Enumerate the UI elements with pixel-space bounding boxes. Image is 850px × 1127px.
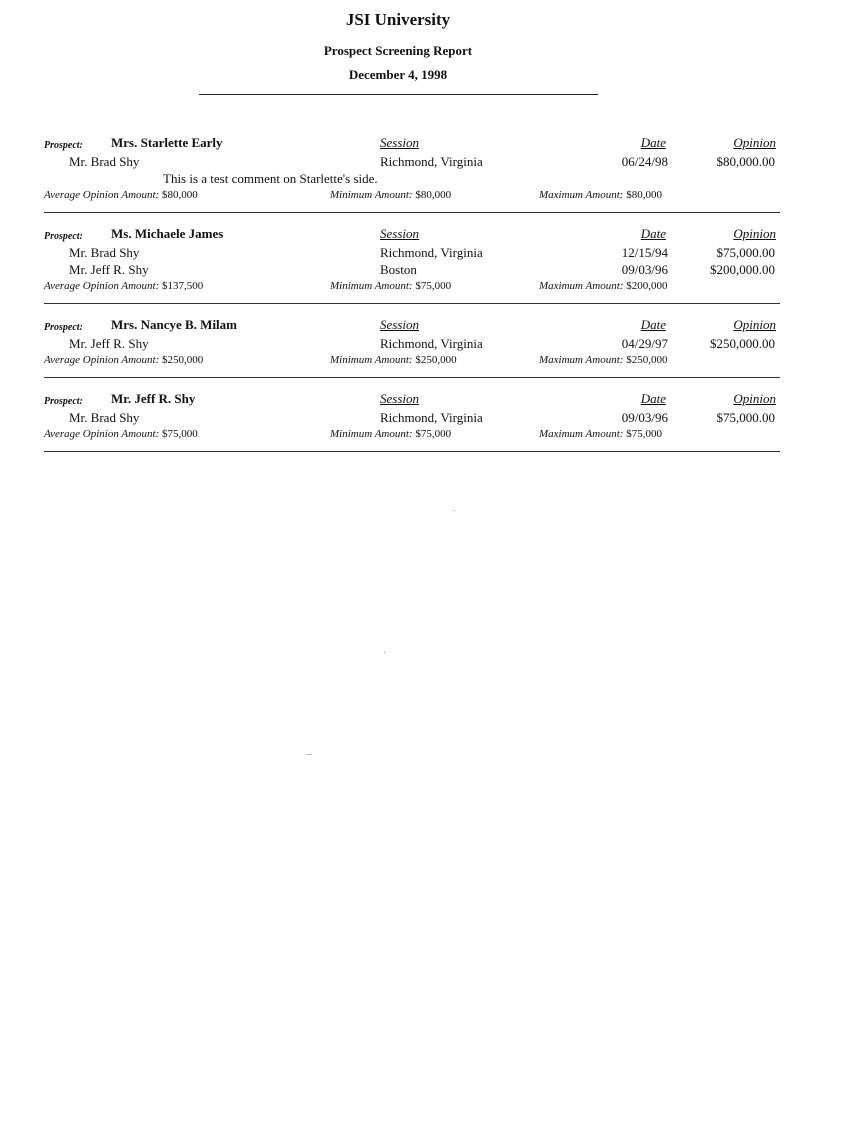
solicitor-name: Mr. Jeff R. Shy — [69, 262, 149, 277]
session-column-header: Session — [380, 391, 419, 406]
report-body — [44, 134, 780, 464]
session-location: Boston — [380, 262, 417, 277]
minimum-amount — [330, 278, 451, 294]
maximum-amount — [539, 187, 662, 203]
average-amount — [44, 187, 198, 203]
summary-row — [44, 187, 780, 203]
minimum-amount — [330, 187, 451, 203]
maximum-label: Maximum Amount: — [539, 354, 624, 366]
prospect-name: Mrs. Nancye B. Milam — [111, 317, 238, 332]
average-value: $137,500 — [162, 280, 204, 292]
date-column-header: Date — [640, 317, 666, 332]
prospect-section — [44, 134, 780, 213]
opinion-amount: $75,000.00 — [716, 410, 775, 425]
opinion-column-header: Opinion — [733, 226, 776, 241]
average-amount — [44, 426, 198, 442]
maximum-value: $200,000 — [626, 280, 668, 292]
summary-row — [44, 278, 780, 294]
scan-speck — [306, 754, 312, 755]
maximum-value: $250,000 — [626, 354, 668, 366]
prospect-label: Prospect: — [44, 140, 83, 151]
session-column-header: Session — [380, 226, 419, 241]
maximum-value: $80,000 — [626, 189, 662, 201]
solicitor-name: Mr. Brad Shy — [69, 410, 140, 425]
entry-date: 06/24/98 — [621, 154, 668, 169]
minimum-value: $75,000 — [415, 428, 452, 440]
average-amount — [44, 278, 203, 294]
prospect-section — [44, 225, 780, 304]
entry-date: 12/15/94 — [621, 245, 668, 260]
screening-entry-row — [44, 409, 780, 426]
prospect-header-row — [44, 316, 780, 335]
prospect-header-row — [44, 390, 780, 409]
maximum-label: Maximum Amount: — [539, 428, 624, 440]
minimum-label: Minimum Amount: — [330, 280, 413, 292]
session-column-header: Session — [380, 135, 419, 150]
prospect-label: Prospect: — [44, 322, 83, 333]
opinion-amount: $80,000.00 — [716, 154, 775, 169]
date-column-header: Date — [640, 391, 666, 406]
prospect-label: Prospect: — [44, 396, 83, 407]
screening-entry-row — [44, 153, 780, 170]
session-location: Richmond, Virginia — [380, 336, 483, 351]
average-label: Average Opinion Amount: — [44, 354, 160, 366]
average-amount — [44, 352, 203, 368]
prospect-name: Mrs. Starlette Early — [111, 135, 223, 150]
maximum-amount — [539, 278, 667, 294]
opinion-amount: $250,000.00 — [710, 336, 775, 351]
average-label: Average Opinion Amount: — [44, 280, 160, 292]
prospect-header-row — [44, 134, 780, 153]
maximum-label: Maximum Amount: — [539, 189, 624, 201]
entry-date: 09/03/96 — [621, 262, 668, 277]
comment-row — [44, 170, 780, 187]
date-column-header: Date — [640, 135, 666, 150]
report-subtitle: Prospect Screening Report — [323, 43, 473, 58]
minimum-amount — [330, 352, 457, 368]
report-title: JSI University — [345, 10, 451, 29]
screening-entry-row — [44, 335, 780, 352]
prospect-section — [44, 390, 780, 452]
maximum-label: Maximum Amount: — [539, 280, 624, 292]
solicitor-name: Mr. Brad Shy — [69, 154, 140, 169]
opinion-column-header: Opinion — [733, 135, 776, 150]
opinion-amount: $75,000.00 — [716, 245, 775, 260]
title-divider — [199, 94, 598, 95]
maximum-value: $75,000 — [626, 428, 662, 440]
report-date: December 4, 1998 — [348, 67, 448, 82]
entry-date: 09/03/96 — [621, 410, 668, 425]
maximum-amount — [539, 352, 667, 368]
opinion-column-header: Opinion — [733, 391, 776, 406]
average-value: $250,000 — [162, 354, 204, 366]
minimum-label: Minimum Amount: — [330, 354, 413, 366]
screening-entry-row — [44, 261, 780, 278]
prospect-name: Ms. Michaele James — [111, 226, 224, 241]
session-location: Richmond, Virginia — [380, 245, 483, 260]
minimum-amount — [330, 426, 451, 442]
minimum-value: $80,000 — [415, 189, 452, 201]
scan-speck — [453, 510, 455, 511]
solicitor-name: Mr. Jeff R. Shy — [69, 336, 149, 351]
minimum-label: Minimum Amount: — [330, 428, 413, 440]
session-location: Richmond, Virginia — [380, 410, 483, 425]
entry-date: 04/29/97 — [621, 336, 668, 351]
prospect-name: Mr. Jeff R. Shy — [111, 391, 196, 406]
scan-speck — [384, 652, 386, 653]
opinion-amount: $200,000.00 — [710, 262, 775, 277]
screening-entry-row — [44, 244, 780, 261]
minimum-label: Minimum Amount: — [330, 189, 413, 201]
summary-row — [44, 352, 780, 368]
average-value: $80,000 — [162, 189, 198, 201]
prospect-comment: This is a test comment on Starlette's side. — [163, 171, 378, 186]
date-column-header: Date — [640, 226, 666, 241]
solicitor-name: Mr. Brad Shy — [69, 245, 140, 260]
average-value: $75,000 — [162, 428, 198, 440]
prospect-label: Prospect: — [44, 231, 83, 242]
summary-row — [44, 426, 780, 442]
minimum-value: $75,000 — [415, 280, 452, 292]
average-label: Average Opinion Amount: — [44, 189, 160, 201]
session-location: Richmond, Virginia — [380, 154, 483, 169]
prospect-section — [44, 316, 780, 378]
session-column-header: Session — [380, 317, 419, 332]
opinion-column-header: Opinion — [733, 317, 776, 332]
prospect-header-row — [44, 225, 780, 244]
minimum-value: $250,000 — [415, 354, 457, 366]
maximum-amount — [539, 426, 662, 442]
average-label: Average Opinion Amount: — [44, 428, 160, 440]
